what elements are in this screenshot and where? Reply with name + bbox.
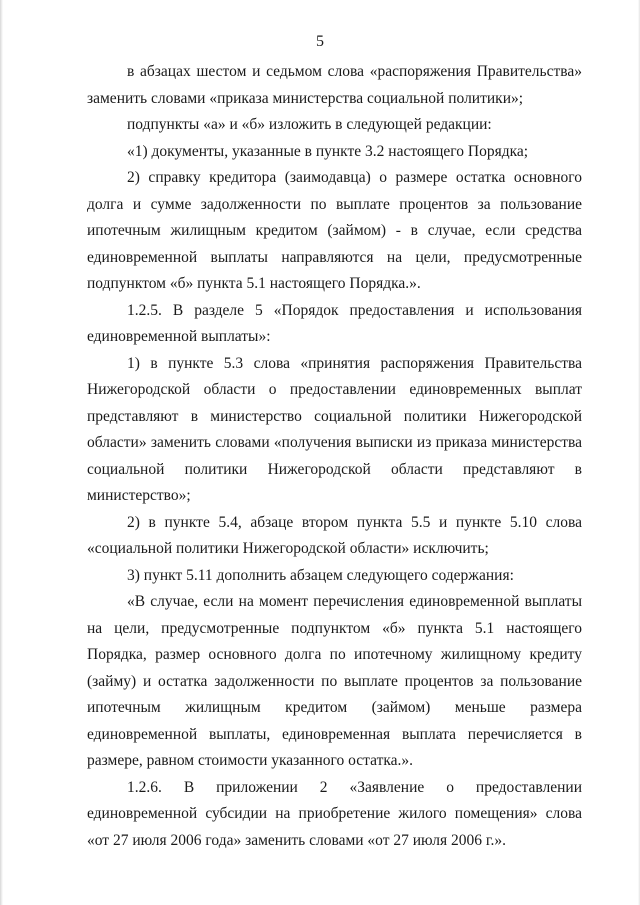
- paragraph: в абзацах шестом и седьмом слова «распоряжения Правительства» заменить словами «приказа министерства социальной политики»;: [87, 63, 582, 107]
- paragraph: 3) пункт 5.11 дополнить абзацем следующего содержания:: [127, 566, 514, 584]
- paragraph: подпункты «а» и «б» изложить в следующей редакции:: [127, 116, 492, 133]
- paragraph: «1) документы, указанные в пункте 3.2 настоящего Порядка;: [127, 142, 529, 160]
- scan-shadow-left: [0, 0, 3, 905]
- page-number: 5: [316, 33, 324, 50]
- paragraph: «В случае, если на момент перечисления единовременной выплаты на цели, предусмотренные подпунктом «б» пункта 5.1 настоящего Порядка, размер основного долга по ипотечному жилищному кредиту (займу) и остатка задолженности по выплате процентов за пользование ипотечным жилищным кредитом (займом) меньше размера единовременной выплаты, единовременная выплата перечисляется в размере, равном стоимости указанного остатка.».: [87, 593, 582, 769]
- paragraph: 2) в пункте 5.4, абзаце втором пункта 5.5 и пункте 5.10 слова «социальной политики Нижегородской области» исключить;: [87, 513, 582, 557]
- paragraph: 1.2.6. В приложении 2 «Заявление о предоставлении единовременной субсидии на приобретение жилого помещения» слова «от 27 июля 2006 года» заменить словами «от 27 июля 2006 г.».: [87, 778, 582, 849]
- paragraph: 2) справку кредитора (заимодавца) о размере остатка основного долга и сумме задолженности по выплате процентов за пользование ипотечным жилищным кредитом (займом) - в случае, если средства единовременной выплаты направляются на цели, предусмотренные подпунктом «б» пункта 5.1 настоящего Порядка.».: [87, 169, 582, 292]
- paragraph: 1) в пункте 5.3 слова «принятия распоряжения Правительства Нижегородской области о предоставлении единовременных выплат представляют в министерство социальной политики Нижегородской области» заменить словами «получения выписки из приказа министерства социальной политики Нижегородской области представляют в министерство»;: [87, 354, 582, 504]
- paragraph: 1.2.5. В разделе 5 «Порядок предоставления и использования единовременной выплаты»:: [87, 301, 582, 345]
- document-body: [87, 59, 582, 854]
